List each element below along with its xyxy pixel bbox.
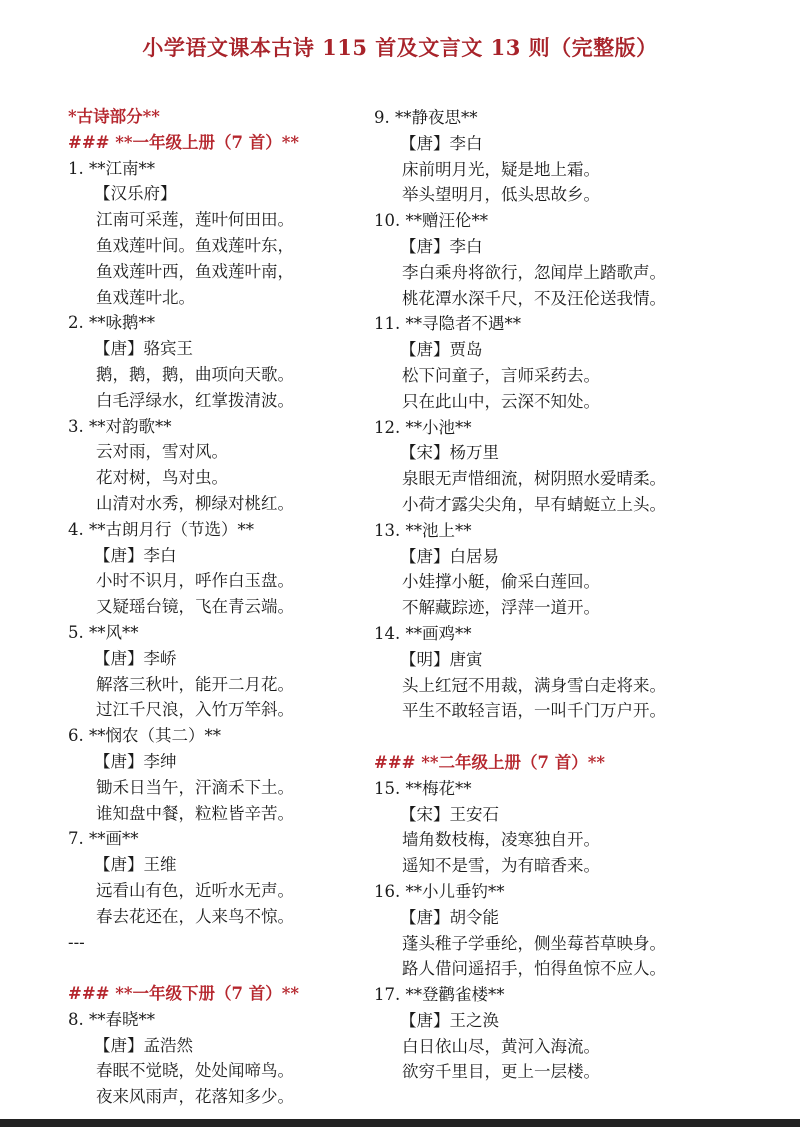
- poem-author: 【唐】孟浩然: [94, 1035, 193, 1055]
- poem-title: 2. **咏鹅**: [68, 313, 155, 333]
- poem-title: 4. **古朗月行（节选）**: [68, 519, 254, 539]
- section-heading: ### **二年级上册（7 首）**: [374, 752, 605, 772]
- poem-title: 10. **赠汪伦**: [374, 211, 488, 231]
- poem-author: 【宋】王安石: [400, 804, 499, 824]
- poem-verse: 平生不敢轻言语，一叫千门万户开。: [402, 701, 666, 721]
- poem-title: 11. **寻隐者不遇**: [374, 314, 521, 334]
- poem-verse: 云对雨，雪对风。: [96, 442, 228, 462]
- poem-verse: 举头望明月，低头思故乡。: [402, 185, 600, 205]
- blank-line: [374, 724, 794, 750]
- poem-verse: 床前明月光，疑是地上霜。: [402, 159, 600, 179]
- poem-title: 1. **江南**: [68, 158, 155, 178]
- poem-author: 【唐】王之涣: [400, 1010, 499, 1030]
- poem-author: 【唐】李白: [400, 133, 483, 153]
- poem-author: 【唐】李白: [400, 236, 483, 256]
- poem-verse: 春去花还在，人来鸟不惊。: [96, 906, 294, 926]
- poem-verse: 桃花潭水深千尺，不及汪伦送我情。: [402, 288, 666, 308]
- section-heading: ### **一年级上册（7 首）**: [68, 132, 299, 152]
- poem-verse: 鱼戏莲叶西，鱼戏莲叶南，: [96, 261, 294, 281]
- poem-author: 【宋】杨万里: [400, 443, 499, 463]
- poem-verse: 欲穷千里目，更上一层楼。: [402, 1062, 600, 1082]
- poem-verse: 路人借问遥招手，怕得鱼惊不应人。: [402, 959, 666, 979]
- poem-title: 3. **对韵歌**: [68, 416, 172, 436]
- poem-verse: 小时不识月，呼作白玉盘。: [96, 571, 294, 591]
- poem-author: 【唐】李绅: [94, 751, 177, 771]
- poem-verse: 解落三秋叶，能开二月花。: [96, 674, 294, 694]
- poem-verse: 锄禾日当午，汗滴禾下土。: [96, 777, 294, 797]
- poem-author: 【明】唐寅: [400, 649, 483, 669]
- poem-title: 8. **春晓**: [68, 1009, 155, 1029]
- bottom-edge-bar: [0, 1119, 800, 1127]
- poem-verse: 不解藏踪迹，浮萍一道开。: [402, 598, 600, 618]
- divider: ---: [68, 932, 85, 952]
- poem-verse: 山清对水秀，柳绿对桃红。: [96, 493, 294, 513]
- poem-verse: 小荷才露尖尖角，早有蜻蜓立上头。: [402, 494, 666, 514]
- poem-title: 17. **登鹳雀楼**: [374, 985, 505, 1005]
- poem-verse: 春眠不觉晓，处处闻啼鸟。: [96, 1061, 294, 1081]
- section-heading: ### **一年级下册（7 首）**: [68, 984, 299, 1004]
- poem-author: 【唐】白居易: [400, 546, 499, 566]
- poem-title: 5. **风**: [68, 622, 139, 642]
- poem-author: 【汉乐府】: [94, 184, 177, 204]
- poem-author: 【唐】李峤: [94, 648, 177, 668]
- poem-verse: 江南可采莲，莲叶何田田。: [96, 210, 294, 230]
- poem-author: 【唐】胡令能: [400, 907, 499, 927]
- poem-verse: 李白乘舟将欲行，忽闻岸上踏歌声。: [402, 262, 666, 282]
- poem-verse: 小娃撑小艇，偷采白莲回。: [402, 572, 600, 592]
- right-column: [374, 105, 794, 1085]
- document-title: 小学语文课本古诗 115 首及文言文 13 则（完整版）: [142, 35, 658, 60]
- poem-title: 15. **梅花**: [374, 778, 472, 798]
- poem-verse: 过江千尺浪，入竹万竿斜。: [96, 700, 294, 720]
- blank-line: [68, 955, 368, 981]
- poem-verse: 只在此山中，云深不知处。: [402, 391, 600, 411]
- poem-title: 9. **静夜思**: [374, 108, 478, 127]
- poem-author: 【唐】李白: [94, 545, 177, 565]
- poem-verse: 松下问童子，言师采药去。: [402, 365, 600, 385]
- poem-title: 14. **画鸡**: [374, 623, 472, 643]
- poem-verse: 花对树，鸟对虫。: [96, 468, 228, 488]
- poem-verse: 白毛浮绿水，红掌拨清波。: [96, 390, 294, 410]
- poem-author: 【唐】贾岛: [400, 340, 483, 360]
- poem-verse: 头上红冠不用裁，满身雪白走将来。: [402, 675, 666, 695]
- poem-author: 【唐】骆宾王: [94, 339, 193, 359]
- poem-verse: 遥知不是雪，为有暗香来。: [402, 856, 600, 876]
- poem-verse: 鱼戏莲叶北。: [96, 287, 195, 307]
- poem-verse: 泉眼无声惜细流，树阴照水爱晴柔。: [402, 469, 666, 489]
- poem-verse: 又疑瑶台镜，飞在青云端。: [96, 597, 294, 617]
- section-heading: *古诗部分**: [68, 107, 160, 126]
- poem-verse: 白日依山尽，黄河入海流。: [402, 1036, 600, 1056]
- poem-title: 12. **小池**: [374, 417, 472, 437]
- poem-verse: 墙角数枝梅，凌寒独自开。: [402, 830, 600, 850]
- poem-verse: 远看山有色，近听水无声。: [96, 880, 294, 900]
- poem-verse: 夜来风雨声，花落知多少。: [96, 1087, 294, 1107]
- poem-title: 7. **画**: [68, 829, 139, 849]
- poem-author: 【唐】王维: [94, 855, 177, 875]
- poem-verse: 谁知盘中餐，粒粒皆辛苦。: [96, 803, 294, 823]
- poem-title: 13. **池上**: [374, 520, 472, 540]
- left-column: [68, 104, 368, 1110]
- poem-verse: 鹅，鹅，鹅，曲项向天歌。: [96, 364, 294, 384]
- poem-verse: 鱼戏莲叶间。鱼戏莲叶东，: [96, 235, 294, 255]
- poem-title: 6. **悯农（其二）**: [68, 726, 221, 746]
- poem-title: 16. **小儿垂钓**: [374, 881, 505, 901]
- poem-verse: 蓬头稚子学垂纶，侧坐莓苔草映身。: [402, 933, 666, 953]
